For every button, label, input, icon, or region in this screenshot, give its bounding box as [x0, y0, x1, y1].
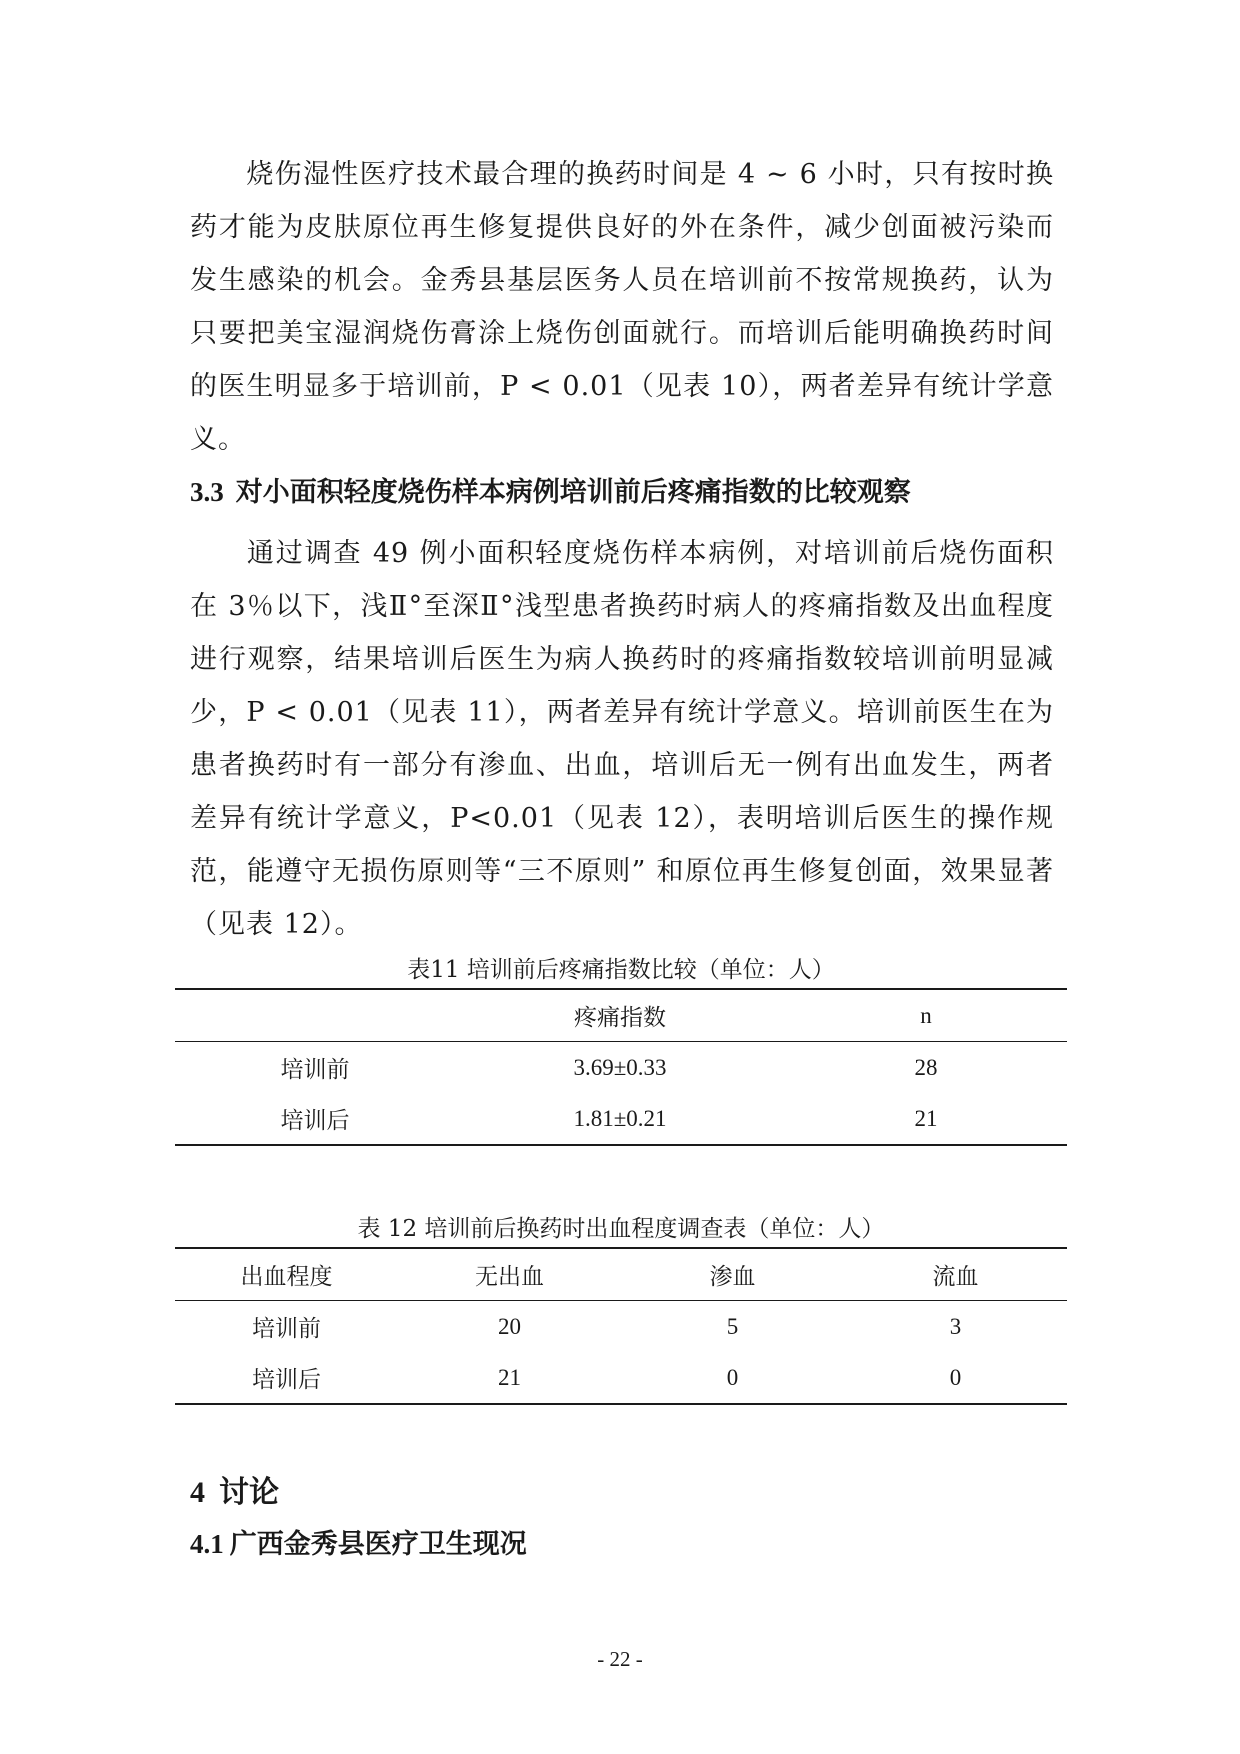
- table-cell: 培训前: [280, 1057, 350, 1083]
- table-header-cell: [175, 989, 455, 1042]
- table-row: [175, 1301, 1067, 1353]
- table-cell: 0: [726, 1364, 739, 1390]
- table-cell: 0: [949, 1364, 962, 1390]
- table-cell: 21: [914, 1105, 938, 1131]
- table-header-cell: 出血程度: [240, 1264, 333, 1290]
- table-header-cell: 无出血: [475, 1264, 544, 1290]
- paragraph-change-timing-text: 烧伤湿性医疗技术最合理的换药时间是 4 ~ 6 小时，只有按时换药才能为皮肤原位再生修复提供良好的外在条件，减少创面被污染而发生感染的机会。金秀县基层医务人员在培训前不按常规换药，认为只要把美宝湿润烧伤膏涂上烧伤创面就行。而培训后能明确换药时间的医生明显多于培训前，P < 0.01（见表 10），两者差异有统计学意义。: [190, 159, 1054, 455]
- table-cell: 培训后: [252, 1367, 321, 1393]
- table-header-cell: 渗血: [709, 1264, 756, 1290]
- table-cell: 1.81±0.21: [573, 1105, 667, 1131]
- table-row: [175, 1352, 1067, 1404]
- table-cell: 5: [726, 1313, 739, 1339]
- table-header-cell: n: [920, 1002, 932, 1028]
- page-number: - 22 -: [597, 1647, 643, 1671]
- section-number: 4.1: [190, 1529, 224, 1559]
- section-title: 广西金秀县医疗卫生现况: [229, 1529, 527, 1560]
- section-title: 讨论: [219, 1475, 279, 1510]
- section-title: 对小面积轻度烧伤样本病例培训前后疼痛指数的比较观察: [235, 477, 911, 508]
- section-4-1-heading: [190, 1524, 527, 1565]
- table-cell: 3: [949, 1313, 962, 1339]
- table-row: [175, 1042, 1067, 1094]
- table12-bleeding-degree: [175, 1247, 1067, 1405]
- section-3-3-heading: [190, 472, 911, 513]
- section-number: 4: [190, 1476, 205, 1509]
- table-header-row: [175, 989, 1067, 1042]
- table-cell: 28: [914, 1054, 938, 1080]
- table11-caption: 表11 培训前后疼痛指数比较（单位：人）: [407, 957, 835, 983]
- paragraph-change-timing: [190, 148, 1054, 466]
- table-row: [175, 1093, 1067, 1145]
- table-cell: 培训后: [280, 1108, 350, 1134]
- table11-pain-index: [175, 988, 1067, 1146]
- table-cell: 培训前: [252, 1316, 321, 1342]
- table12-caption: 表 12 培训前后换药时出血程度调查表（单位：人）: [357, 1216, 885, 1242]
- table-cell: 20: [498, 1313, 521, 1339]
- section-number: 3.3: [190, 477, 224, 507]
- paragraph-pain-index: [190, 527, 1054, 951]
- section-4-heading: [190, 1471, 279, 1515]
- table-header-cell: 疼痛指数: [574, 1005, 666, 1031]
- table-cell: 3.69±0.33: [573, 1054, 667, 1080]
- table-cell: 21: [498, 1364, 521, 1390]
- table-header-row: [175, 1248, 1067, 1301]
- table-header-cell: 流血: [932, 1264, 979, 1290]
- paragraph-pain-index-text: 通过调查 49 例小面积轻度烧伤样本病例，对培训前后烧伤面积在 3％以下，浅Ⅱ°至深Ⅱ°浅型患者换药时病人的疼痛指数及出血程度进行观察，结果培训后医生为病人换药时的疼痛指数较培训前明显减少，P < 0.01（见表 11），两者差异有统计学意义。培训前医生在为患者换药时有一部分有渗血、出血，培训后无一例有出血发生，两者差异有统计学意义，P<0.01（见表 12），表明培训后医生的操作规范，能遵守无损伤原则等“三不原则” 和原位再生修复创面，效果显著（见表 12）。: [190, 538, 1054, 940]
